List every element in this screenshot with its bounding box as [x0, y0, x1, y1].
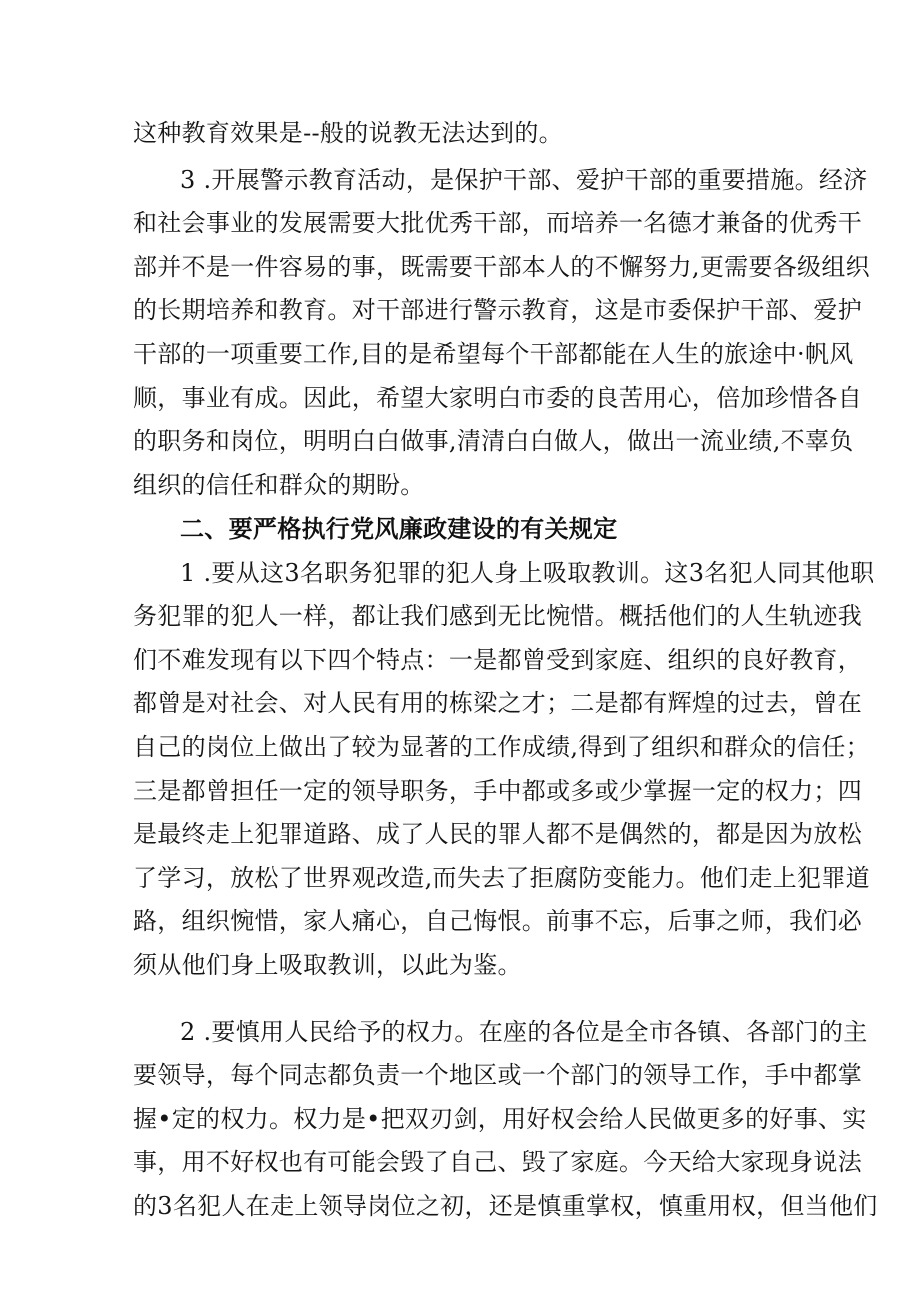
numbered-paragraph-2-start: 2 .要慎用人民给予的权力。在座的各位是全市各镇、各部门的主	[180, 1018, 868, 1046]
text-line: 是最终走上犯罪道路、成了人民的罪人都不是偶然的，都是因为放松	[133, 820, 862, 848]
section-heading: 二、要严格执行党风廉政建设的有关规定	[180, 515, 618, 543]
text-line: 和社会事业的发展需要大批优秀干部，而培养一名德才兼备的优秀干	[133, 209, 862, 237]
text-line: 务犯罪的犯人一样，都让我们感到无比惋惜。概括他们的人生轨迹我	[133, 602, 862, 630]
text-line: 这种教育效果是--般的说教无法达到的。	[133, 119, 563, 147]
text-line: 都曾是对社会、对人民有用的栋梁之才；二是都有辉煌的过去，曾在	[133, 689, 862, 717]
text-line: 须从他们身上吸取教训，以此为鉴。	[133, 951, 522, 979]
text-line: 自己的岗位上做出了较为显著的工作成绩,得到了组织和群众的信任；	[133, 733, 870, 761]
text-line: 事，用不好权也有可能会毁了自己、毁了家庭。今天给大家现身说法	[133, 1148, 862, 1176]
numbered-paragraph-1-start: 1 .要从这3名职务犯罪的犯人身上吸取教训。这3名犯人同其他职	[180, 559, 875, 587]
text-line: 要领导，每个同志都负责一个地区或一个部门的领导工作，手中都掌	[133, 1061, 862, 1089]
numbered-paragraph-3-start: 3 .开展警示教育活动，是保护干部、爱护干部的重要措施。经济	[180, 166, 868, 194]
text-line: 组织的信任和群众的期盼。	[133, 471, 425, 499]
text-line: 们不难发现有以下四个特点：一是都曾受到家庭、组织的良好教育，	[133, 646, 862, 674]
text-line: 三是都曾担任一定的领导职务，手中都或多或少掌握一定的权力；四	[133, 777, 862, 805]
text-line: 路，组织惋惜，家人痛心，自己悔恨。前事不忘，后事之师，我们必	[133, 907, 862, 935]
text-line: 的职务和岗位，明明白白做事,清清白白做人，做出一流业绩,不辜负	[133, 427, 854, 455]
text-line: 握•定的权力。权力是•把双刃剑，用好权会给人民做更多的好事、实	[133, 1105, 867, 1133]
text-line: 的3名犯人在走上领导岗位之初，还是慎重掌权，慎重用权，但当他们	[133, 1192, 878, 1220]
text-line: 了学习，放松了世界观改造,而失去了拒腐防变能力。他们走上犯罪道	[133, 864, 870, 892]
text-line: 的长期培养和教育。对干部进行警示教育，这是市委保护干部、爱护	[133, 296, 862, 324]
text-line: 部并不是一件容易的事，既需要干部本人的不懈努力,更需要各级组织	[133, 253, 870, 281]
text-line: 顺，事业有成。因此，希望大家明白市委的良苦用心，倍加珍惜各自	[133, 384, 862, 412]
text-line: 干部的一项重要工作,目的是希望每个干部都能在人生的旅途中·帆风	[133, 340, 854, 368]
